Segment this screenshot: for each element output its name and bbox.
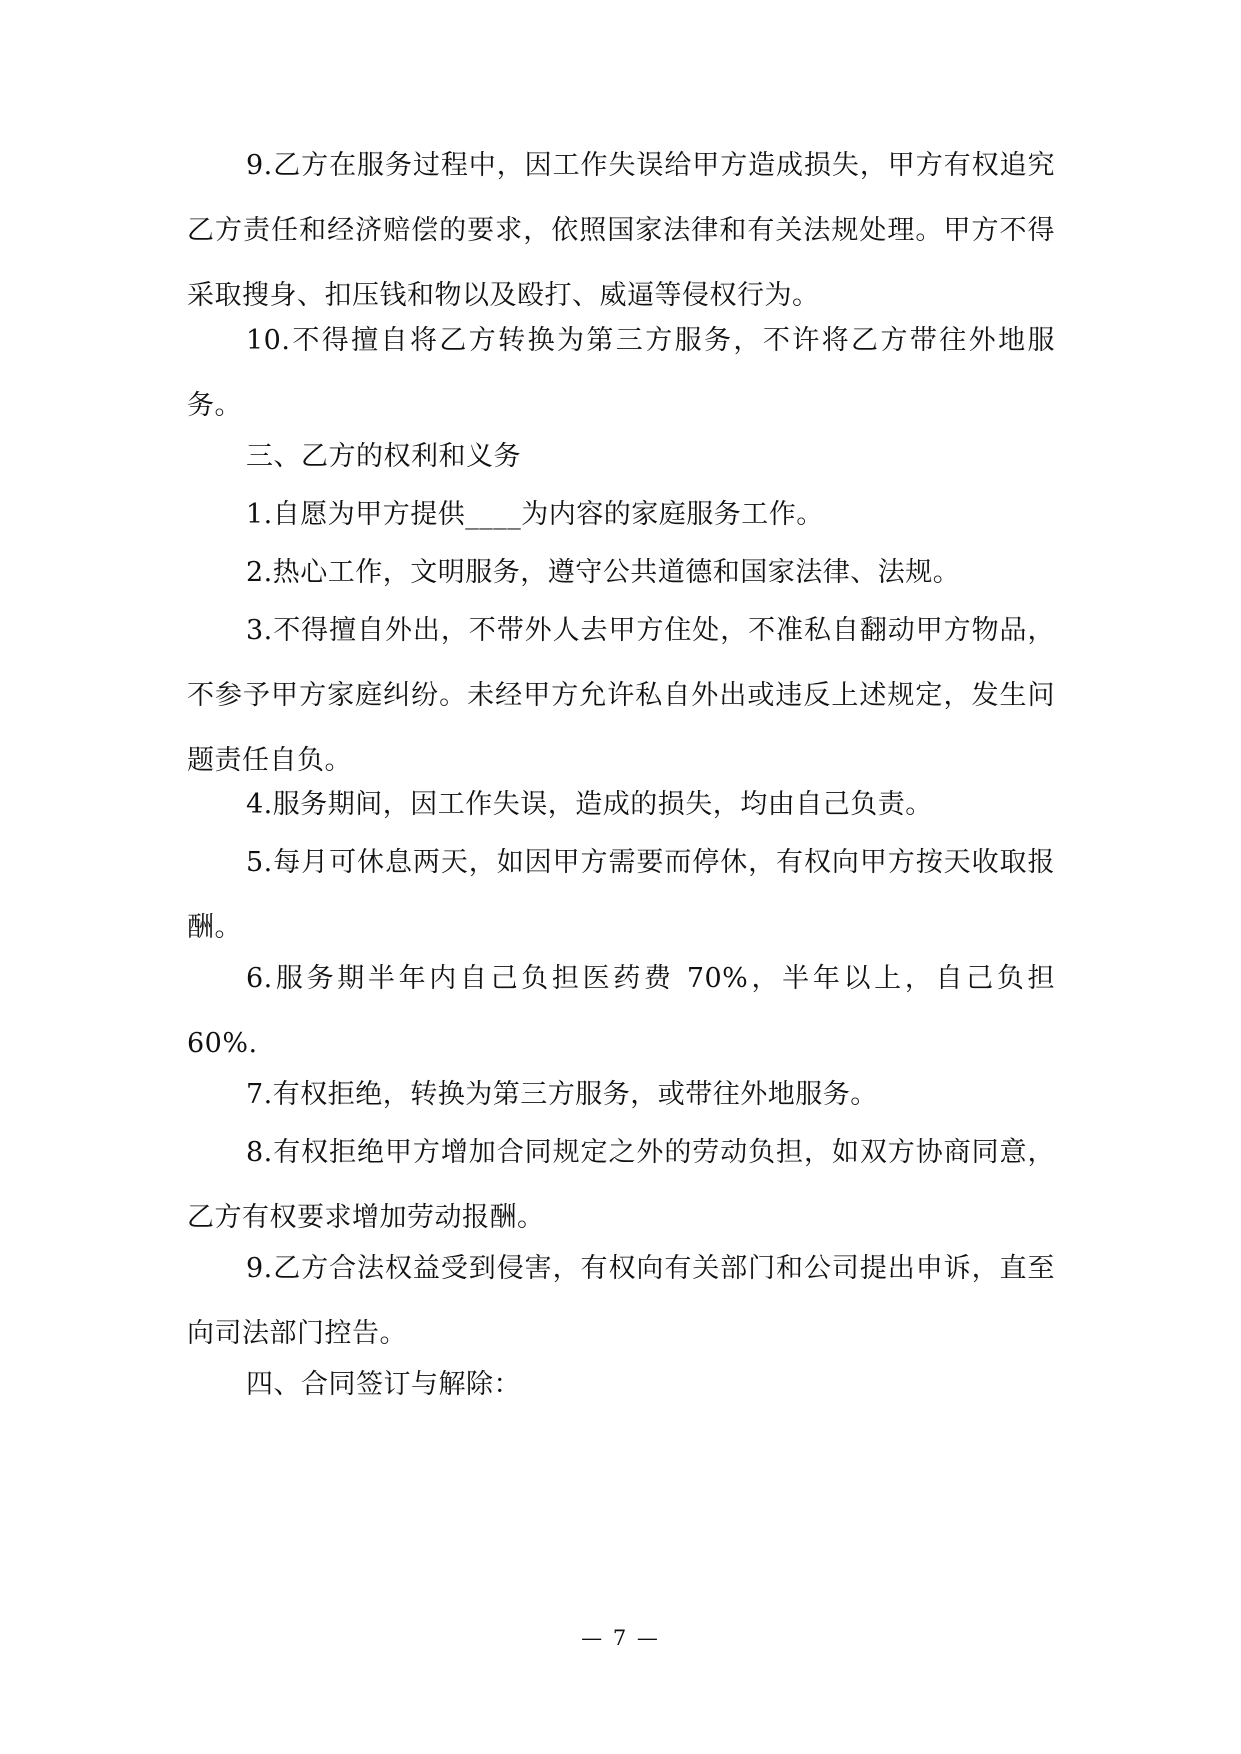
paragraph-duty-9: 9.乙方合法权益受到侵害，有权向有关部门和公司提出申诉，直至向司法部门控告。 (187, 1253, 1055, 1349)
section-heading-3: 三、乙方的权利和义务 (246, 441, 521, 472)
paragraph-duty-3: 3.不得擅自外出，不带外人去甲方住处，不准私自翻动甲方物品，不参予甲方家庭纠纷。未经甲方允许私自外出或违反上述规定，发生问题责任自负。 (187, 615, 1055, 776)
paragraph-duty-6: 6.服务期半年内自己负担医药费 70%，半年以上，自己负担 60%. (187, 963, 1055, 1059)
paragraph-duty-1: 1.自愿为甲方提供____为内容的家庭服务工作。 (246, 499, 824, 530)
paragraph-clause-10-transfer: 10.不得擅自将乙方转换为第三方服务，不许将乙方带往外地服务。 (187, 325, 1055, 421)
section-heading-4: 四、合同签订与解除： (246, 1369, 521, 1400)
paragraph-duty-5: 5.每月可休息两天，如因甲方需要而停休，有权向甲方按天收取报酬。 (187, 847, 1055, 943)
paragraph-duty-8: 8.有权拒绝甲方增加合同规定之外的劳动负担，如双方协商同意，乙方有权要求增加劳动报酬。 (187, 1137, 1055, 1233)
paragraph-duty-4: 4.服务期间，因工作失误，造成的损失，均由自己负责。 (246, 789, 933, 820)
paragraph-duty-7: 7.有权拒绝，转换为第三方服务，或带往外地服务。 (246, 1079, 878, 1110)
paragraph-duty-2: 2.热心工作，文明服务，遵守公共道德和国家法律、法规。 (246, 557, 961, 588)
paragraph-clause-9-liability: 9.乙方在服务过程中，因工作失误给甲方造成损失，甲方有权追究乙方责任和经济赔偿的要求，依照国家法律和有关法规处理。甲方不得采取搜身、扣压钱和物以及殴打、威逼等侵权行为。 (187, 150, 1055, 311)
page-number: — 7 — (581, 1626, 660, 1650)
